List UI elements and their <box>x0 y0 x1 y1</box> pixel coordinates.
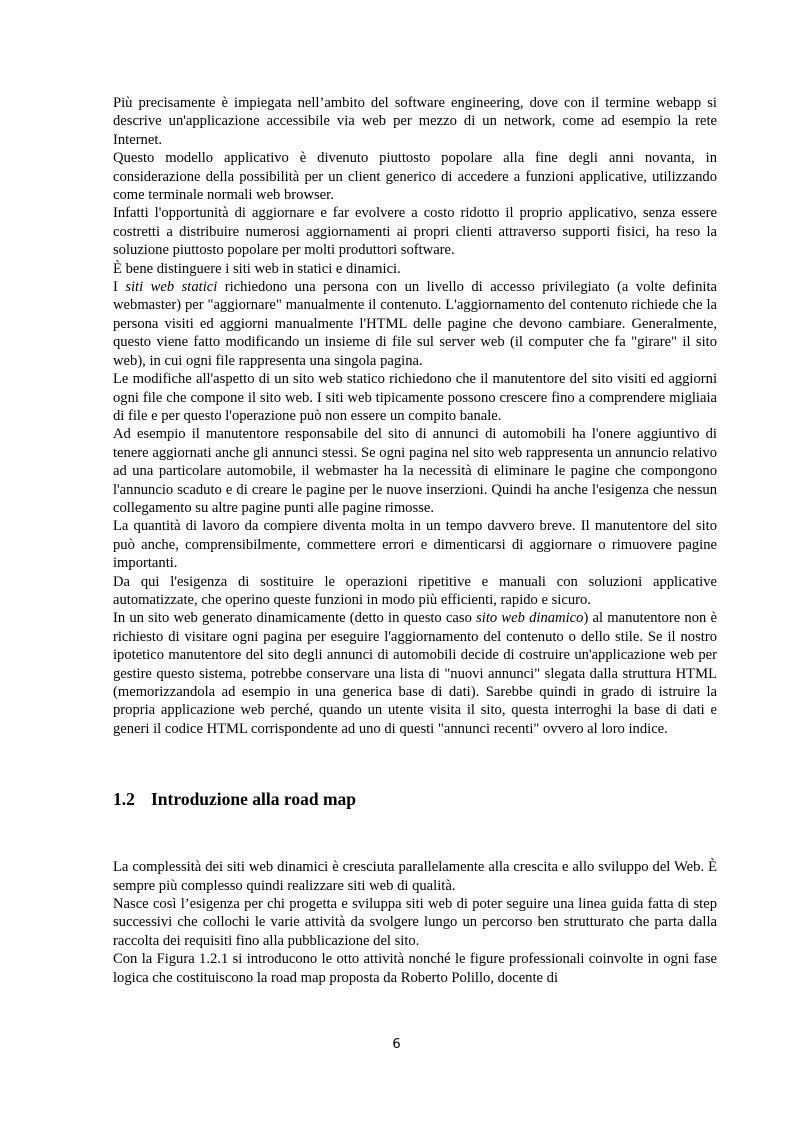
paragraph: Questo modello applicativo è divenuto piuttosto popolare alla fine degli anni novanta, in considerazione della possibilità per un client generico di accedere a funzioni applicative, utilizzando come terminale normali web browser. <box>113 150 717 204</box>
section-heading <box>113 788 717 810</box>
text-span: I <box>113 279 126 296</box>
page-number: 6 <box>392 1037 401 1052</box>
section-number: 1.2 <box>113 789 135 810</box>
paragraph: Con la Figura 1.2.1 si introducono le otto attività nonché le figure professionali coinvolte in ogni fase logica che costituiscono la road map proposta da Roberto Polillo, docente di <box>113 951 717 986</box>
paragraph-static-sites <box>113 278 717 370</box>
paragraph: Nasce così l’esigenza per chi progetta e sviluppa siti web di poter seguire una linea guida fatta di step successivi che collochi le varie attività da svolgere lungo un percorso ben strutturato che parta dalla raccolta dei requisiti fino alla pubblicazione del sito. <box>113 896 717 949</box>
text-span: richiedono una persona con un livello di accesso privilegiato (a volte definita webmaster) per "aggiornare" manualmente il contenuto. L'aggiornamento del contenuto richiede che la persona visiti ed aggiorni manualmente l'HTML delle pagine che devono cambiare. Generalmente, questo viene fatto modificando un insieme di file sul server web (il computer che fa "girare" il sito web), in cui ogni file rappresenta una singola pagina. <box>113 279 717 369</box>
paragraph: La quantità di lavoro da compiere diventa molta in un tempo davvero breve. Il manutentore del sito può anche, comprensibilmente, commettere errori e dimenticarsi di aggiornare o rimuovere pagine importanti. <box>113 518 717 572</box>
emphasis-term: siti web statici <box>125 279 218 296</box>
paragraph: Da qui l'esigenza di sostituire le operazioni ripetitive e manuali con soluzioni applicative automatizzate, che operino queste funzioni in modo più efficienti, rapido e sicuro. <box>113 573 717 608</box>
emphasis-term: sito web dinamico <box>476 610 584 627</box>
paragraph: La complessità dei siti web dinamici è cresciuta parallelamente alla crescita e allo sviluppo del Web. È sempre più complesso quindi realizzare siti web di qualità. <box>113 859 717 894</box>
document-body <box>113 94 717 987</box>
paragraph: Ad esempio il manutentore responsabile del sito di annunci di automobili ha l'onere aggiuntivo di tenere aggiornati anche gli annunci stessi. Se ogni pagina nel sito web rappresenta un annuncio relativo ad una particolare automobile, il webmaster ha la necessità di eliminare le pagine che compongono l'annuncio scaduto e di creare le pagine per le nuove inserzioni. Quindi ha anche l'esigenza che nessun collegamento su altre pagine punti alle pagine rimosse. <box>113 426 717 516</box>
paragraph: Infatti l'opportunità di aggiornare e far evolvere a costo ridotto il proprio applicativo, senza essere costretti a distribuire numerosi aggiornamenti ai propri clienti attraverso supporti fisici, ha reso la soluzione piuttosto popolare per molti produttori software. <box>113 205 717 259</box>
paragraph: È bene distinguere i siti web in statici e dinamici. <box>113 260 401 277</box>
text-span: ) al manutentore non è richiesto di visitare ogni pagina per eseguire l'aggiornamento del contenuto o dello stile. Se il nostro ipotetico manutentore del sito degli annunci di automobili decide di costruire un'applicazione web per gestire questo sistema, potrebbe conservare una lista di "nuovi annunci" slegata dalla struttura HTML (memorizzandola ad esempio in una generica base di dati). Sarebbe quindi in grado di istruire la propria applicazione web perché, quando un utente visita il sito, questa interroghi la base di dati e generi il codice HTML corrispondente ad uno di questi "annunci recenti" ovvero al loro indice. <box>113 610 717 737</box>
text-span: In un sito web generato dinamicamente (detto in questo caso <box>113 610 477 627</box>
paragraph: Le modifiche all'aspetto di un sito web statico richiedono che il manutentore del sito visiti ed aggiorni ogni file che compone il sito web. I siti web tipicamente possono crescere fino a comprendere migliaia di file e per questo l'operazione può non essere un compito banale. <box>113 371 717 424</box>
paragraph-dynamic-sites <box>113 609 717 738</box>
section-title: Introduzione alla road map <box>151 789 357 810</box>
paragraph: Più precisamente è impiegata nell’ambito del software engineering, dove con il termine webapp si descrive un'applicazione accessibile via web per mezzo di un network, come ad esempio la rete Internet. <box>113 95 717 148</box>
